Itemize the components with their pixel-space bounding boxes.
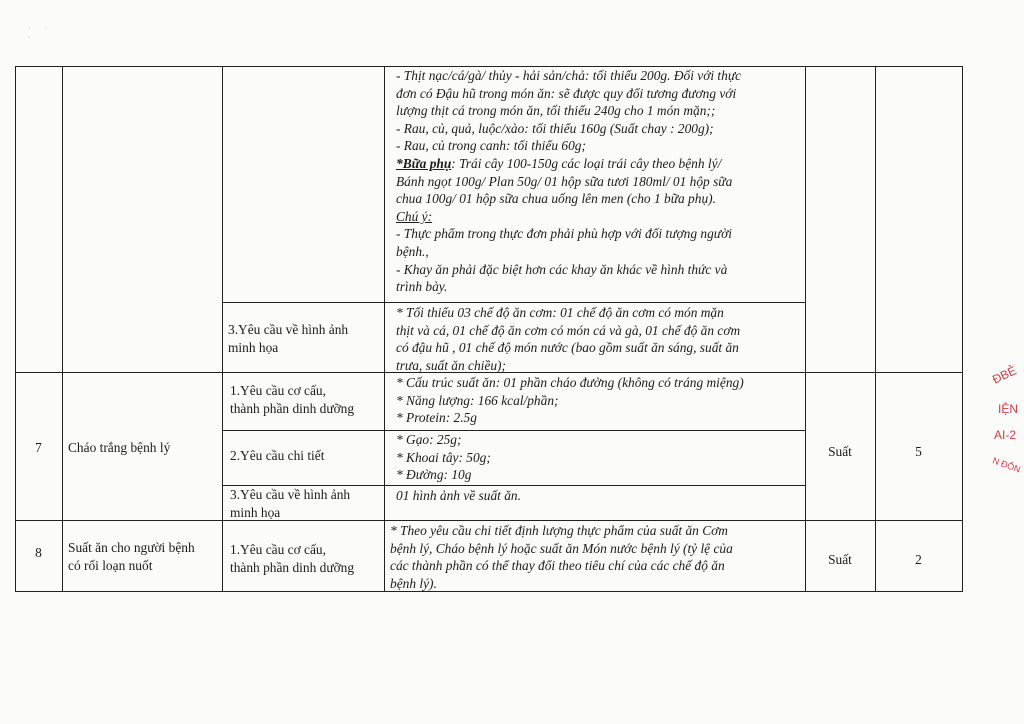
text-line: * Protein: 2.5g: [396, 410, 477, 426]
requirement-label: 2.Yêu cầu chi tiết: [230, 448, 325, 463]
text-line: * Khoai tây: 50g;: [396, 449, 491, 465]
row-number: 8: [35, 545, 42, 560]
requirement-detail: [396, 431, 806, 484]
note-label: Chú ý:: [396, 208, 433, 224]
row-divider: [15, 520, 963, 521]
snack-label: *Bữa phụ: [396, 155, 452, 171]
text-line: * Năng lượng: 166 kcal/phần;: [396, 392, 559, 408]
row-number: 7: [35, 440, 42, 455]
requirement-label: 1.Yêu cầu cơ cấu, thành phần dinh dưỡng: [230, 542, 355, 575]
text-line: bệnh lý, Cháo bệnh lý hoặc suất ăn Món nước bệnh lý (tỷ lệ của: [390, 540, 733, 556]
requirement-detail: [390, 522, 806, 592]
unit: Suất: [828, 552, 852, 567]
col-line: [875, 66, 876, 592]
requirement-label: 3.Yêu cầu về hình ảnh minh họa: [230, 487, 351, 520]
text-line: các thành phần có thể thay đổi theo tiêu chí của các chế độ ăn: [390, 558, 725, 574]
text-line: thịt và cá, 01 chế độ ăn cơm có món cá và gà, 01 chế độ ăn cơm: [396, 322, 741, 338]
text-line: bệnh lý).: [390, 575, 437, 591]
text-line: Bánh ngọt 100g/ Plan 50g/ 01 hộp sữa tươi 180ml/ 01 hộp sữa: [396, 173, 733, 189]
text-line: trình bày.: [396, 279, 448, 295]
item-name: Suất ăn cho người bệnh có rối loạn nuốt: [68, 540, 195, 573]
text-line: bệnh.,: [396, 243, 429, 259]
text-line: chua 100g/ 01 hộp sữa chua uống lên men (cho 1 bữa phụ).: [396, 191, 716, 207]
col-line: [222, 66, 223, 592]
text-line: có đậu hũ , 01 chế độ món nước (bao gồm suất ăn sáng, suất ăn: [396, 340, 739, 356]
text-line: * Đường: 10g: [396, 467, 472, 483]
text-line: lượng thịt cá trong món ăn, tối thiểu 240g cho 1 món mặn;;: [396, 103, 716, 119]
col-line: [15, 66, 16, 592]
requirement-label: 3.Yêu cầu về hình ảnh minh họa: [228, 322, 349, 355]
col-line: [384, 66, 385, 592]
text-line: : Trái cây 100-150g các loại trái cây theo bệnh lý/: [451, 155, 722, 171]
col-line: [62, 66, 63, 592]
text-line: * Cấu trúc suất ăn: 01 phần cháo đường (không có tráng miệng): [396, 375, 744, 390]
text-line: trưa, suất ăn chiều);: [396, 357, 506, 373]
text-line: - Thực phẩm trong thực đơn phải phù hợp với đối tượng người: [396, 226, 732, 242]
text-line: - Rau, củ, quả, luộc/xào: tối thiểu 160g (Suất chay : 200g);: [396, 120, 714, 136]
text-line: - Khay ăn phải đặc biệt hơn các khay ăn khác về hình thức và: [396, 261, 728, 277]
quantity: 2: [915, 552, 922, 567]
detail-text: [396, 67, 806, 296]
requirement-detail: [396, 374, 806, 427]
row-divider: [222, 302, 805, 303]
requirement-detail: [396, 304, 806, 374]
col-line: [962, 66, 963, 592]
stamp-fragment: ĐBẺ IỆN AI-2 N ĐÔN: [990, 363, 1022, 475]
requirement-label: 1.Yêu cầu cơ cấu, thành phần dinh dưỡng: [230, 383, 355, 416]
text-line: đơn có Đậu hũ trong món ăn: sẽ được quy đổi tương đương với: [396, 85, 737, 101]
scan-speck: · · ·: [28, 24, 54, 42]
text-line: - Rau, củ trong canh: tối thiểu 60g;: [396, 138, 586, 154]
text-line: - Thịt nạc/cá/gà/ thủy - hải sản/chả: tối thiểu 200g. Đối với thực: [396, 68, 742, 83]
quantity: 5: [915, 444, 922, 459]
item-name: Cháo trắng bệnh lý: [68, 440, 171, 455]
text-line: * Tối thiểu 03 chế độ ăn cơm: 01 chế độ ăn cơm có món mặn: [396, 305, 724, 320]
requirement-detail: [396, 487, 806, 505]
unit: Suất: [828, 444, 852, 459]
text-line: 01 hình ảnh về suất ăn.: [396, 488, 521, 503]
text-line: * Gạo: 25g;: [396, 432, 462, 447]
text-line: * Theo yêu cầu chi tiết định lượng thực phẩm của suất ăn Cơm: [390, 523, 728, 538]
